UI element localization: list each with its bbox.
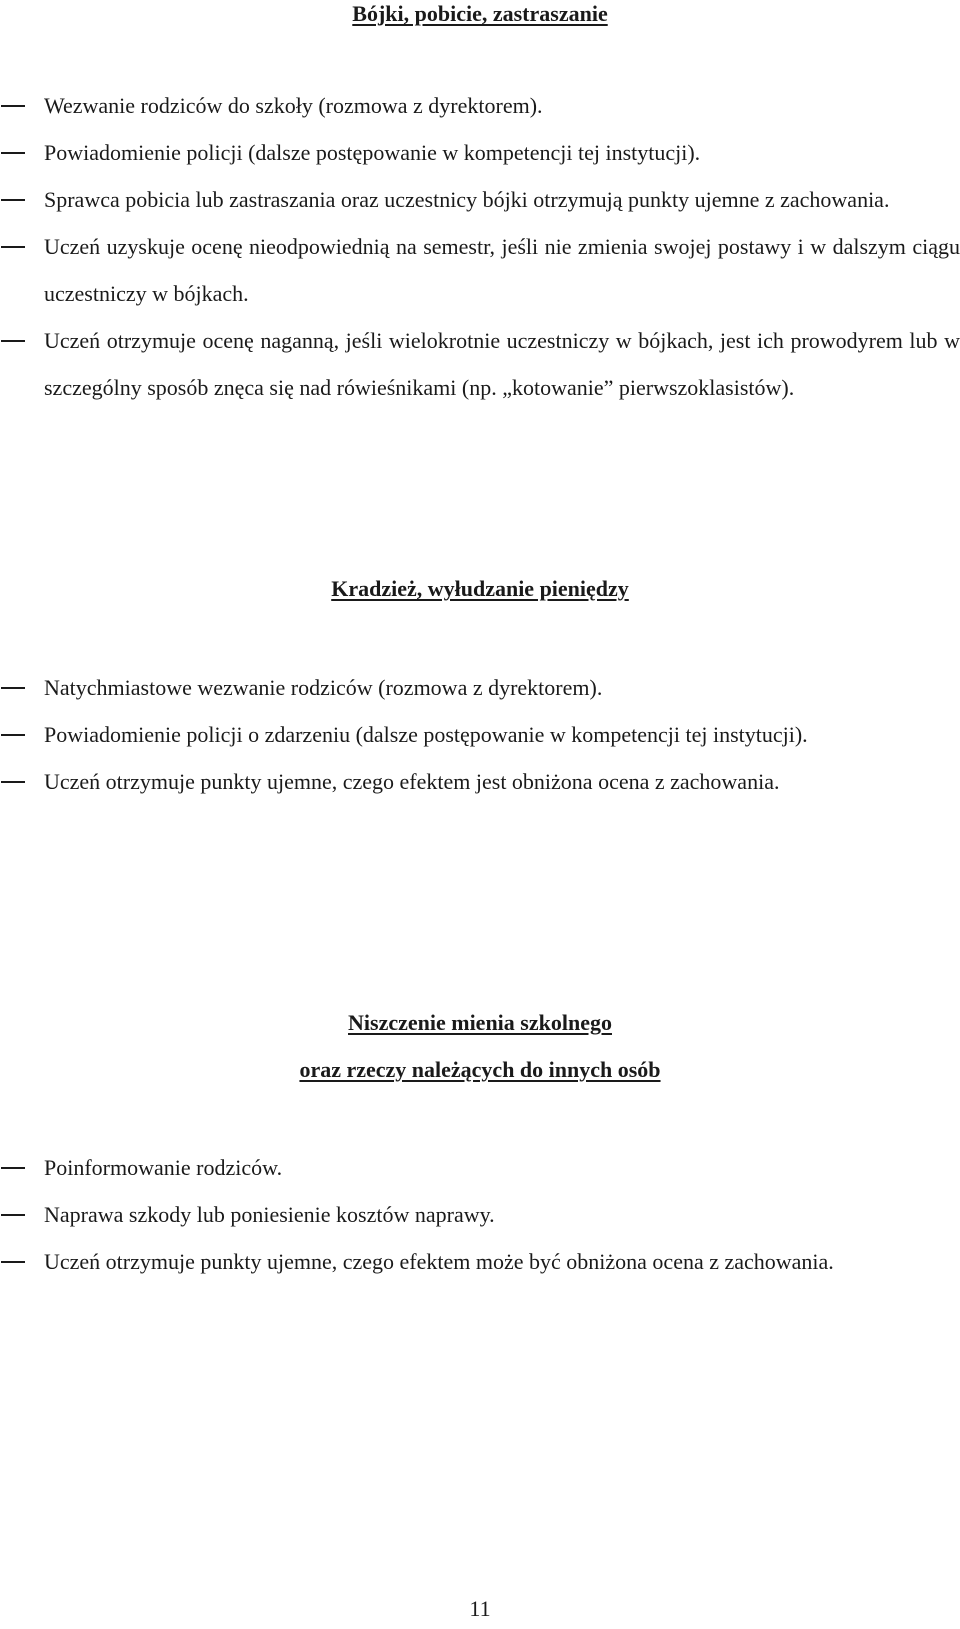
list-theft <box>0 664 960 805</box>
section-title-vandalism-text: Niszczenie mienia szkolnego <box>348 1010 612 1035</box>
list-item <box>0 758 960 805</box>
dash-bullet <box>1 105 25 107</box>
section-title-vandalism <box>0 1009 960 1037</box>
section-title-theft-text: Kradzież, wyłudzanie pieniędzy <box>331 576 629 601</box>
list-item-text: Uczeń otrzymuje ocenę naganną, jeśli wielokrotnie uczestniczy w bójkach, jest ich prowodyrem lub w szczególny sposób znęca się nad rówieśnikami (np. „kotowanie” pierwszoklasistów). <box>44 328 960 400</box>
dash-bullet <box>1 1214 25 1216</box>
list-item-text: Powiadomienie policji (dalsze postępowanie w kompetencji tej instytucji). <box>44 140 701 165</box>
dash-bullet <box>1 340 25 342</box>
list-item-text: Natychmiastowe wezwanie rodziców (rozmowa z dyrektorem). <box>44 675 603 700</box>
list-item <box>0 1144 960 1191</box>
list-fights <box>0 82 960 411</box>
section-title-fights-text: Bójki, pobicie, zastraszanie <box>352 1 608 26</box>
dash-bullet <box>1 734 25 736</box>
list-item <box>0 1191 960 1238</box>
list-item <box>0 1238 960 1285</box>
dash-bullet <box>1 152 25 154</box>
list-item <box>0 176 960 223</box>
dash-bullet <box>1 199 25 201</box>
dash-bullet <box>1 687 25 689</box>
dash-bullet <box>1 1167 25 1169</box>
dash-bullet <box>1 781 25 783</box>
list-item-text: Powiadomienie policji o zdarzeniu (dalsze postępowanie w kompetencji tej instytucji). <box>44 722 808 747</box>
list-item-text: Uczeń otrzymuje punkty ujemne, czego efektem jest obniżona ocena z zachowania. <box>44 769 780 794</box>
section-title-vandalism-line2-text: oraz rzeczy należących do innych osób <box>299 1057 661 1082</box>
list-item-text: Poinformowanie rodziców. <box>44 1155 283 1180</box>
list-item <box>0 317 960 411</box>
list-item <box>0 82 960 129</box>
section-title-vandalism-line2 <box>0 1056 960 1084</box>
list-vandalism <box>0 1144 960 1285</box>
list-item <box>0 664 960 711</box>
list-item-text: Uczeń uzyskuje ocenę nieodpowiednią na semestr, jeśli nie zmienia swojej postawy i w dalszym ciągu uczestniczy w bójkach. <box>44 234 960 306</box>
list-item-text: Wezwanie rodziców do szkoły (rozmowa z dyrektorem). <box>44 93 543 118</box>
dash-bullet <box>1 246 25 248</box>
list-item-text: Uczeń otrzymuje punkty ujemne, czego efektem może być obniżona ocena z zachowania. <box>44 1249 834 1274</box>
section-title-theft <box>0 575 960 603</box>
list-item-text: Sprawca pobicia lub zastraszania oraz uczestnicy bójki otrzymują punkty ujemne z zachowania. <box>44 187 890 212</box>
section-title-fights <box>0 0 960 28</box>
dash-bullet <box>1 1261 25 1263</box>
page-number: 11 <box>469 1596 491 1621</box>
list-item <box>0 129 960 176</box>
list-item-text: Naprawa szkody lub poniesienie kosztów naprawy. <box>44 1202 495 1227</box>
list-item <box>0 223 960 317</box>
list-item <box>0 711 960 758</box>
